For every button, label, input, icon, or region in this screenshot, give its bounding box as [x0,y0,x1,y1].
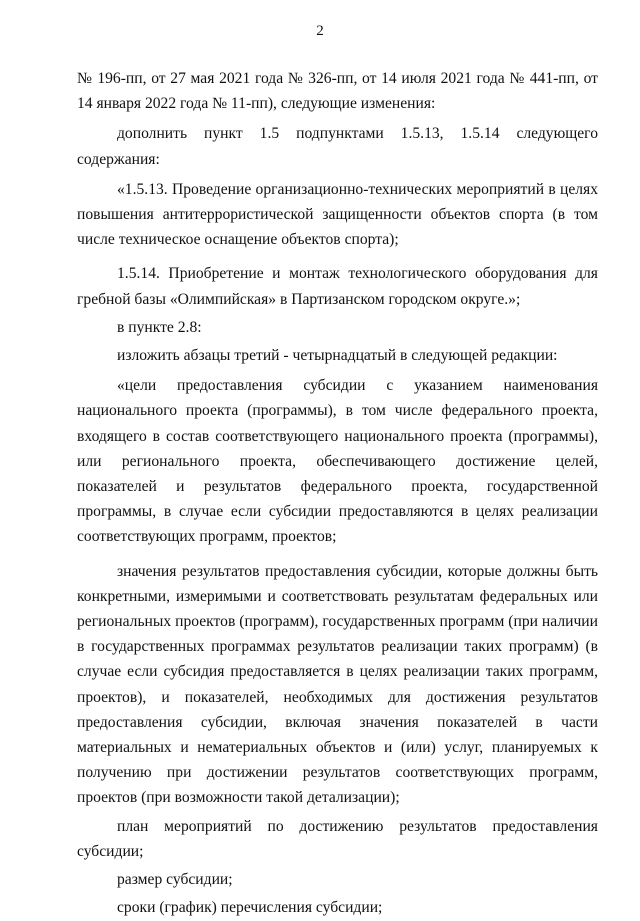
paragraph-result-values: значения результатов предоставления субсидии, которые должны быть конкретными, измеримыми и соответствовать результатам федеральных или региональных проектов (программ), государственных программ (при наличии в государственных программах результатов реализации таких программ) (в случае если субсидия предоставляется в целях реализации таких программ, проектов), и показателей, необходимых для достижения результатов предоставления субсидии, включая значения показателей в части материальных и нематериальных объектов и (или) услуг, планируемых к получению при достижении результатов соответствующих программ, проектов (при возможности такой детализации); [77,562,598,807]
paragraph-action-plan: план мероприятий по достижению результатов предоставления субсидии; [77,817,598,860]
paragraph-amend-point-1-5: дополнить пункт 1.5 подпунктами 1.5.13, 1.5.14 следующего содержания: [77,125,598,168]
paragraph-subsidy-amount: размер субсидии; [117,871,233,889]
paragraph-continuation: № 196-пп, от 27 мая 2021 года № 326-пп, от 14 июля 2021 года № 441-пп, от 14 января 2022 года № 11-пп), следующие изменения: [77,70,598,113]
page-number: 2 [316,23,324,39]
paragraph-subsidy-goals: «цели предоставления субсидии с указанием наименования национального проекта (программы), в том числе федерального проекта, входящего в состав соответствующего национального проекта (программы), или регионального проекта, обеспечивающего достижение целей, показателей и результатов федерального проекта, государственной программы, в случае если субсидии предоставляются в целях реализации соответствующих программ, проектов; [77,377,598,546]
paragraph-transfer-schedule: сроки (график) перечисления субсидии; [117,899,383,917]
paragraph-1-5-13: «1.5.13. Проведение организационно-технических мероприятий в целях повышения антитеррористической защищенности объектов спорта (в том числе техническое оснащение объектов спорта); [77,180,598,249]
paragraph-point-2-8: в пункте 2.8: [117,318,202,336]
paragraph-1-5-14: 1.5.14. Приобретение и монтаж технологического оборудования для гребной базы «Олимпийская» в Партизанском городском округе.»; [77,265,598,308]
document-body [77,66,598,921]
paragraph-restate-clauses: изложить абзацы третий - четырнадцатый в следующей редакции: [117,347,558,365]
